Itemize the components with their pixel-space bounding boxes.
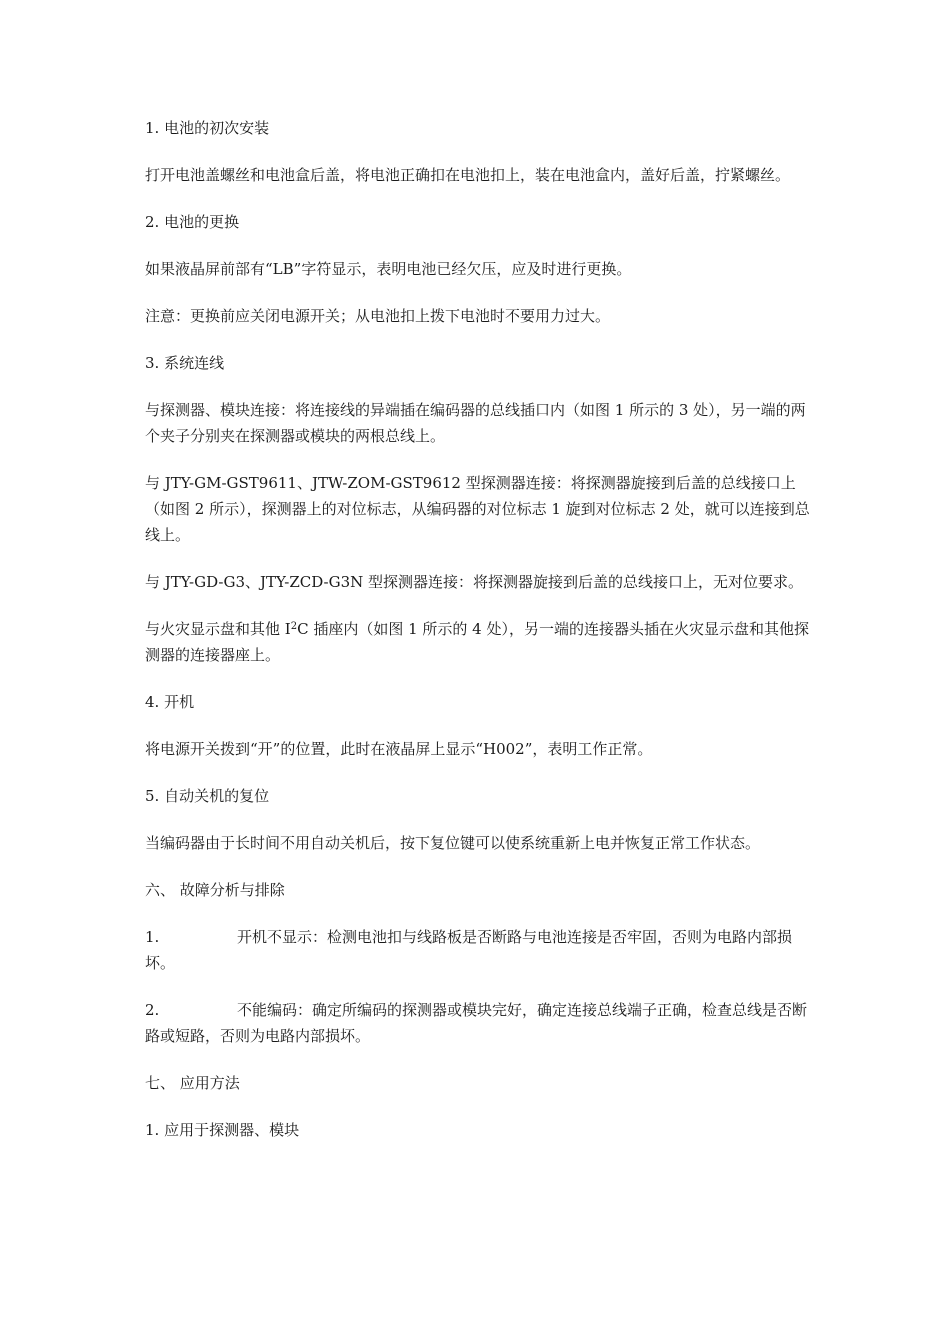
section-heading: 2. 电池的更换	[145, 213, 240, 231]
item-text: 不能编码：确定所编码的探测器或模块完好，确定连接总线端子正确，检查总线是否断路或短路，否则为电路内部损坏。	[145, 1001, 808, 1045]
section-heading: 5. 自动关机的复位	[145, 787, 270, 805]
chapter-heading: 七、 应用方法	[145, 1074, 240, 1092]
section-heading: 3. 系统连线	[145, 354, 225, 372]
paragraph: 将电源开关拨到“开”的位置，此时在液晶屏上显示“H002”，表明工作正常。	[145, 740, 653, 758]
numbered-item	[145, 924, 810, 976]
superscript: 2	[290, 621, 298, 632]
item-text: 开机不显示：检测电池扣与线路板是否断路与电池连接是否牢固，否则为电路内部损坏。	[145, 928, 793, 972]
item-number: 2.	[145, 1001, 160, 1019]
paragraph: 注意：更换前应关闭电源开关；从电池扣上拨下电池时不要用力过大。	[145, 307, 611, 325]
paragraph: 与 JTY-GD-G3、JTY-ZCD-G3N 型探测器连接：将探测器旋接到后盖的总线接口上，无对位要求。	[145, 573, 804, 591]
paragraph	[145, 616, 810, 668]
paragraph: 当编码器由于长时间不用自动关机后，按下复位键可以使系统重新上电并恢复正常工作状态。	[145, 834, 761, 852]
document-body	[145, 115, 810, 1164]
paragraph: 打开电池盖螺丝和电池盒后盖，将电池正确扣在电池扣上，装在电池盒内，盖好后盖，拧紧螺丝。	[145, 166, 791, 184]
item-number: 1.	[145, 928, 160, 946]
section-heading: 1. 应用于探测器、模块	[145, 1121, 300, 1139]
section-heading: 4. 开机	[145, 693, 195, 711]
paragraph-text: C 插座内（如图 1 所示的 4 处），另一端的连接器头插在火灾显示盘和其他探测器的连接器座上。	[145, 620, 809, 664]
numbered-item	[145, 997, 810, 1049]
chapter-heading: 六、 故障分析与排除	[145, 881, 285, 899]
paragraph: 如果液晶屏前部有“LB”字符显示，表明电池已经欠压，应及时进行更换。	[145, 260, 632, 278]
section-heading: 1. 电池的初次安装	[145, 119, 270, 137]
paragraph: 与 JTY-GM-GST9611、JTW-ZOM-GST9612 型探测器连接：将探测器旋接到后盖的总线接口上（如图 2 所示），探测器上的对位标志，从编码器的对位标志 1 旋到对位标志 2 处，就可以连接到总线上。	[145, 474, 810, 544]
paragraph-text: 与火灾显示盘和其他 I	[145, 620, 291, 638]
paragraph: 与探测器、模块连接：将连接线的异端插在编码器的总线插口内（如图 1 所示的 3 处），另一端的两个夹子分别夹在探测器或模块的两根总线上。	[145, 401, 806, 445]
